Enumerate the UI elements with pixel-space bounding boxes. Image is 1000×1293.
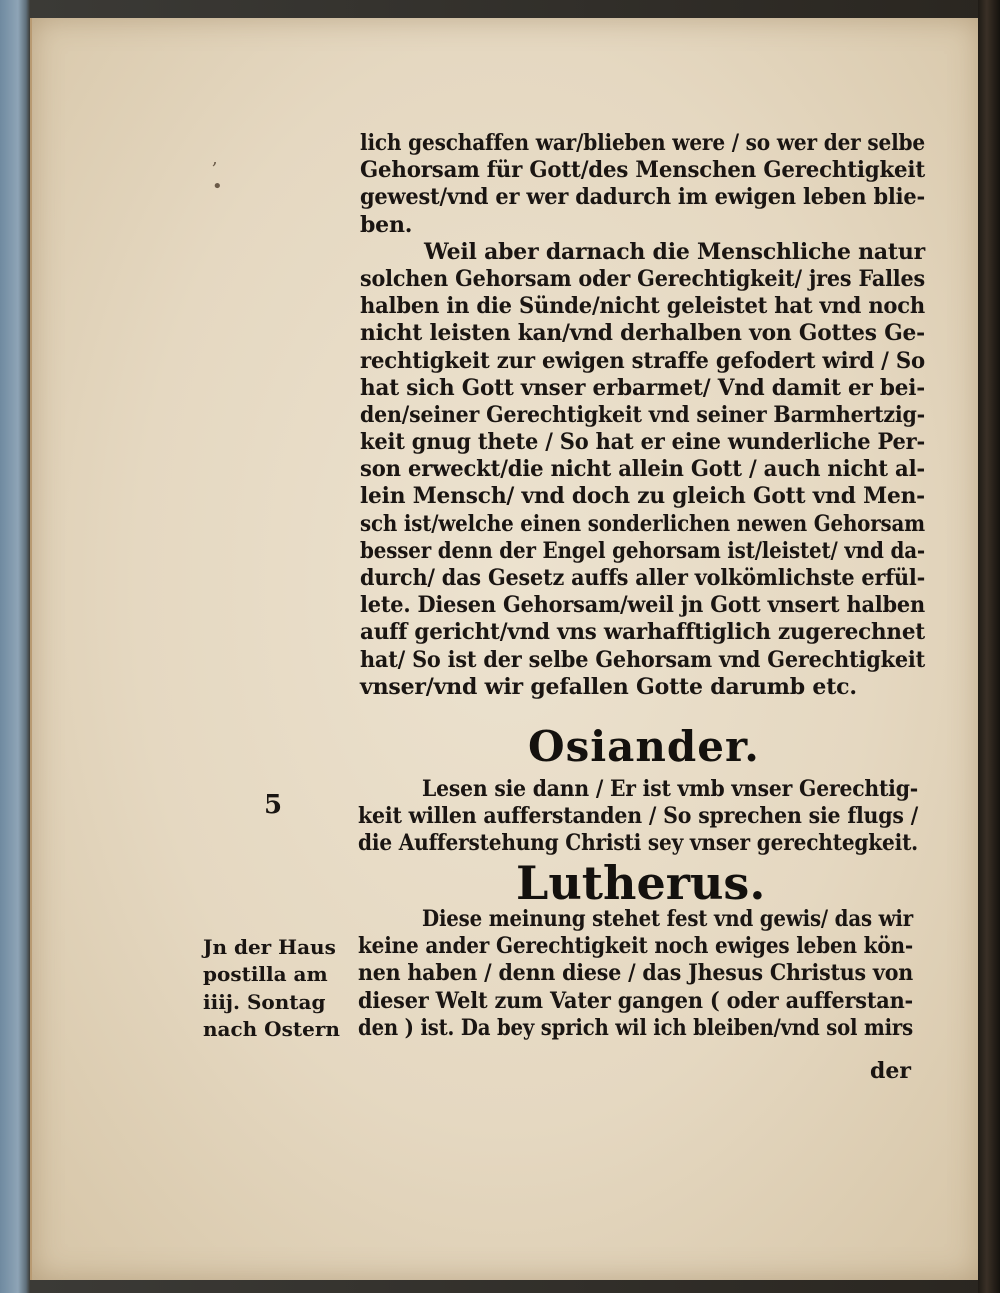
text-line: Gehorsam für Gott/des Menschen Gerechtigkeit: [360, 157, 925, 184]
margin-number: 5: [264, 790, 283, 820]
margin-note-line: Jn der Haus: [203, 935, 336, 959]
body-paragraph-2: [358, 776, 918, 858]
text-line: rechtigkeit zur ewigen straffe gefodert wird / So: [360, 347, 925, 374]
margin-note-line: nach Ostern: [203, 1017, 340, 1042]
text-line: keit willen aufferstanden / So sprechen sie flugs /: [358, 803, 918, 830]
text-line: keine ander Gerechtigkeit noch ewiges leben kön-: [358, 933, 913, 960]
body-paragraph-1: [360, 130, 925, 701]
heading-lutherus: Lutherus.: [516, 856, 766, 910]
text-line: hat/ So ist der selbe Gehorsam vnd Gerechtigkeit: [360, 646, 925, 673]
margin-speck: ,: [212, 148, 218, 169]
text-line: Lesen sie dann / Er ist vmb vnser Gerechtig-: [422, 776, 918, 802]
text-line: den/seiner Gerechtigkeit vnd seiner Barmhertzig-: [360, 401, 925, 428]
heading-osiander: Osiander.: [528, 722, 760, 771]
text-line: den ) ist. Da bey sprich wil ich bleiben/vnd sol mirs: [358, 1014, 913, 1041]
text-line: lein Mensch/ vnd doch zu gleich Gott vnd Men-: [360, 483, 925, 510]
text-line: hat sich Gott vnser erbarmet/ Vnd damit er bei-: [360, 374, 925, 401]
text-line: gewest/vnd er wer dadurch im ewigen leben blie-: [360, 184, 925, 211]
text-line: nicht leisten kan/vnd derhalben von Gottes Ge-: [360, 320, 925, 347]
text-line: solchen Gehorsam oder Gerechtigkeit/ jres Falles: [360, 265, 925, 292]
text-line: die Aufferstehung Christi sey vnser gerechtegkeit.: [358, 830, 918, 857]
text-line: durch/ das Gesetz auffs aller volkömlichste erfül-: [360, 565, 925, 591]
margin-note-line: postilla am: [203, 962, 328, 987]
body-paragraph-3: [358, 906, 913, 1042]
catchword: der: [870, 1058, 911, 1084]
margin-note: [203, 934, 340, 1044]
text-line: lich geschaffen war/blieben were / so wer der selbe: [360, 130, 925, 156]
text-line: ben.: [360, 211, 413, 238]
text-line: dieser Welt zum Vater gangen ( oder aufferstan-: [358, 987, 913, 1014]
text-line: besser denn der Engel gehorsam ist/leistet/ vnd da-: [360, 537, 925, 564]
text-line: auff gericht/vnd vns warhafftiglich zugerechnet: [360, 619, 925, 646]
text-line: halben in die Sünde/nicht geleistet hat vnd noch: [360, 293, 925, 320]
margin-note-line: iiij. Sontag: [203, 989, 326, 1014]
text-line: Diese meinung stehet fest vnd gewis/ das wir: [422, 906, 913, 932]
text-line: vnser/vnd wir gefallen Gotte darumb etc.: [360, 673, 857, 700]
text-line: son erweckt/die nicht allein Gott / auch nicht al-: [360, 456, 925, 483]
margin-speck: •: [212, 176, 223, 197]
text-line: Weil aber darnach die Menschliche natur: [424, 238, 925, 265]
page-edge-shadow: [978, 0, 1000, 1293]
text-line: sch ist/welche einen sonderlichen newen Gehorsam: [360, 510, 925, 537]
text-line: lete. Diesen Gehorsam/weil jn Gott vnsert halben: [360, 592, 925, 619]
text-line: nen haben / denn diese / das Jhesus Christus von: [358, 960, 913, 987]
text-line: keit gnug thete / So hat er eine wunderliche Per-: [360, 429, 925, 456]
